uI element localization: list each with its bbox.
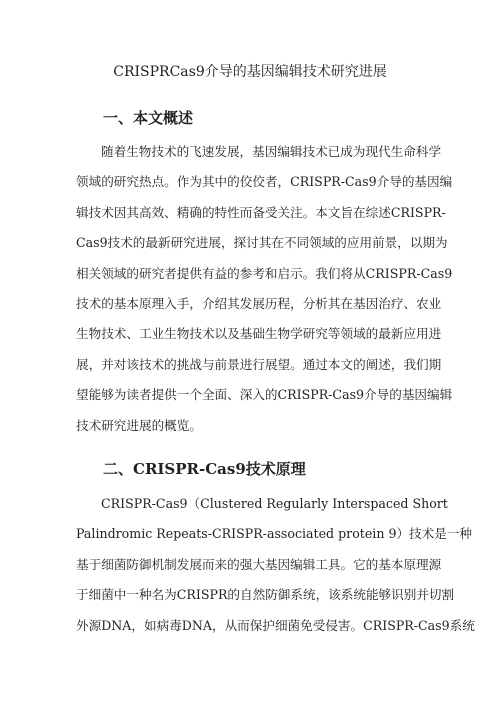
paragraph-line: 望能够为读者提供一个全面、深入的CRISPR-Cas9介导的基因编辑 [76,387,453,403]
paragraph-line: CRISPR-Cas9（Clustered Regularly Interspaced Short [101,496,448,511]
paragraph-line: 技术的基本原理入手，介绍其发展历程，分析其在基因治疗、农业 [76,295,442,311]
paragraph-line: 领域的研究热点。作为其中的佼佼者，CRISPR-Cas9介导的基因编 [76,174,453,190]
paragraph-line: Palindromic Repeats-CRISPR-associated protein 9）技术是一种 [76,526,473,542]
paragraph-line: 技术研究进展的概览。 [76,417,202,433]
overview-paragraph [76,137,453,441]
paragraph-line: 生物技术、工业生物技术以及基础生物学研究等领域的最新应用进 [76,326,442,342]
section-heading-principle: 二、CRISPR-Cas9技术原理 [103,460,306,478]
paragraph-line: Cas9技术的最新研究进展，探讨其在不同领域的应用前景，以期为 [76,235,448,251]
paragraph-line: 随着生物技术的飞速发展，基因编辑技术已成为现代生命科学 [101,144,442,159]
principle-paragraph [76,489,475,641]
document-title: CRISPRCas9介导的基因编辑技术研究进展 [113,64,387,80]
paragraph-line: 相关领域的研究者提供有益的参考和启示。我们将从CRISPR-Cas9 [76,265,453,281]
paragraph-line: 基于细菌防御机制发展而来的强大基因编辑工具。它的基本原理源 [76,556,442,572]
section-heading-overview: 一、本文概述 [103,109,194,127]
paragraph-line: 展，并对该技术的挑战与前景进行展望。通过本文的阐述，我们期 [76,356,442,372]
paragraph-line: 于细菌中一种名为CRISPR的自然防御系统，该系统能够识别并切割 [76,587,455,603]
paragraph-line: 辑技术因其高效、精确的特性而备受关注。本文旨在综述CRISPR- [76,204,446,220]
paragraph-line: 外源DNA，如病毒DNA，从而保护细菌免受侵害。CRISPR-Cas9系统 [76,617,475,633]
